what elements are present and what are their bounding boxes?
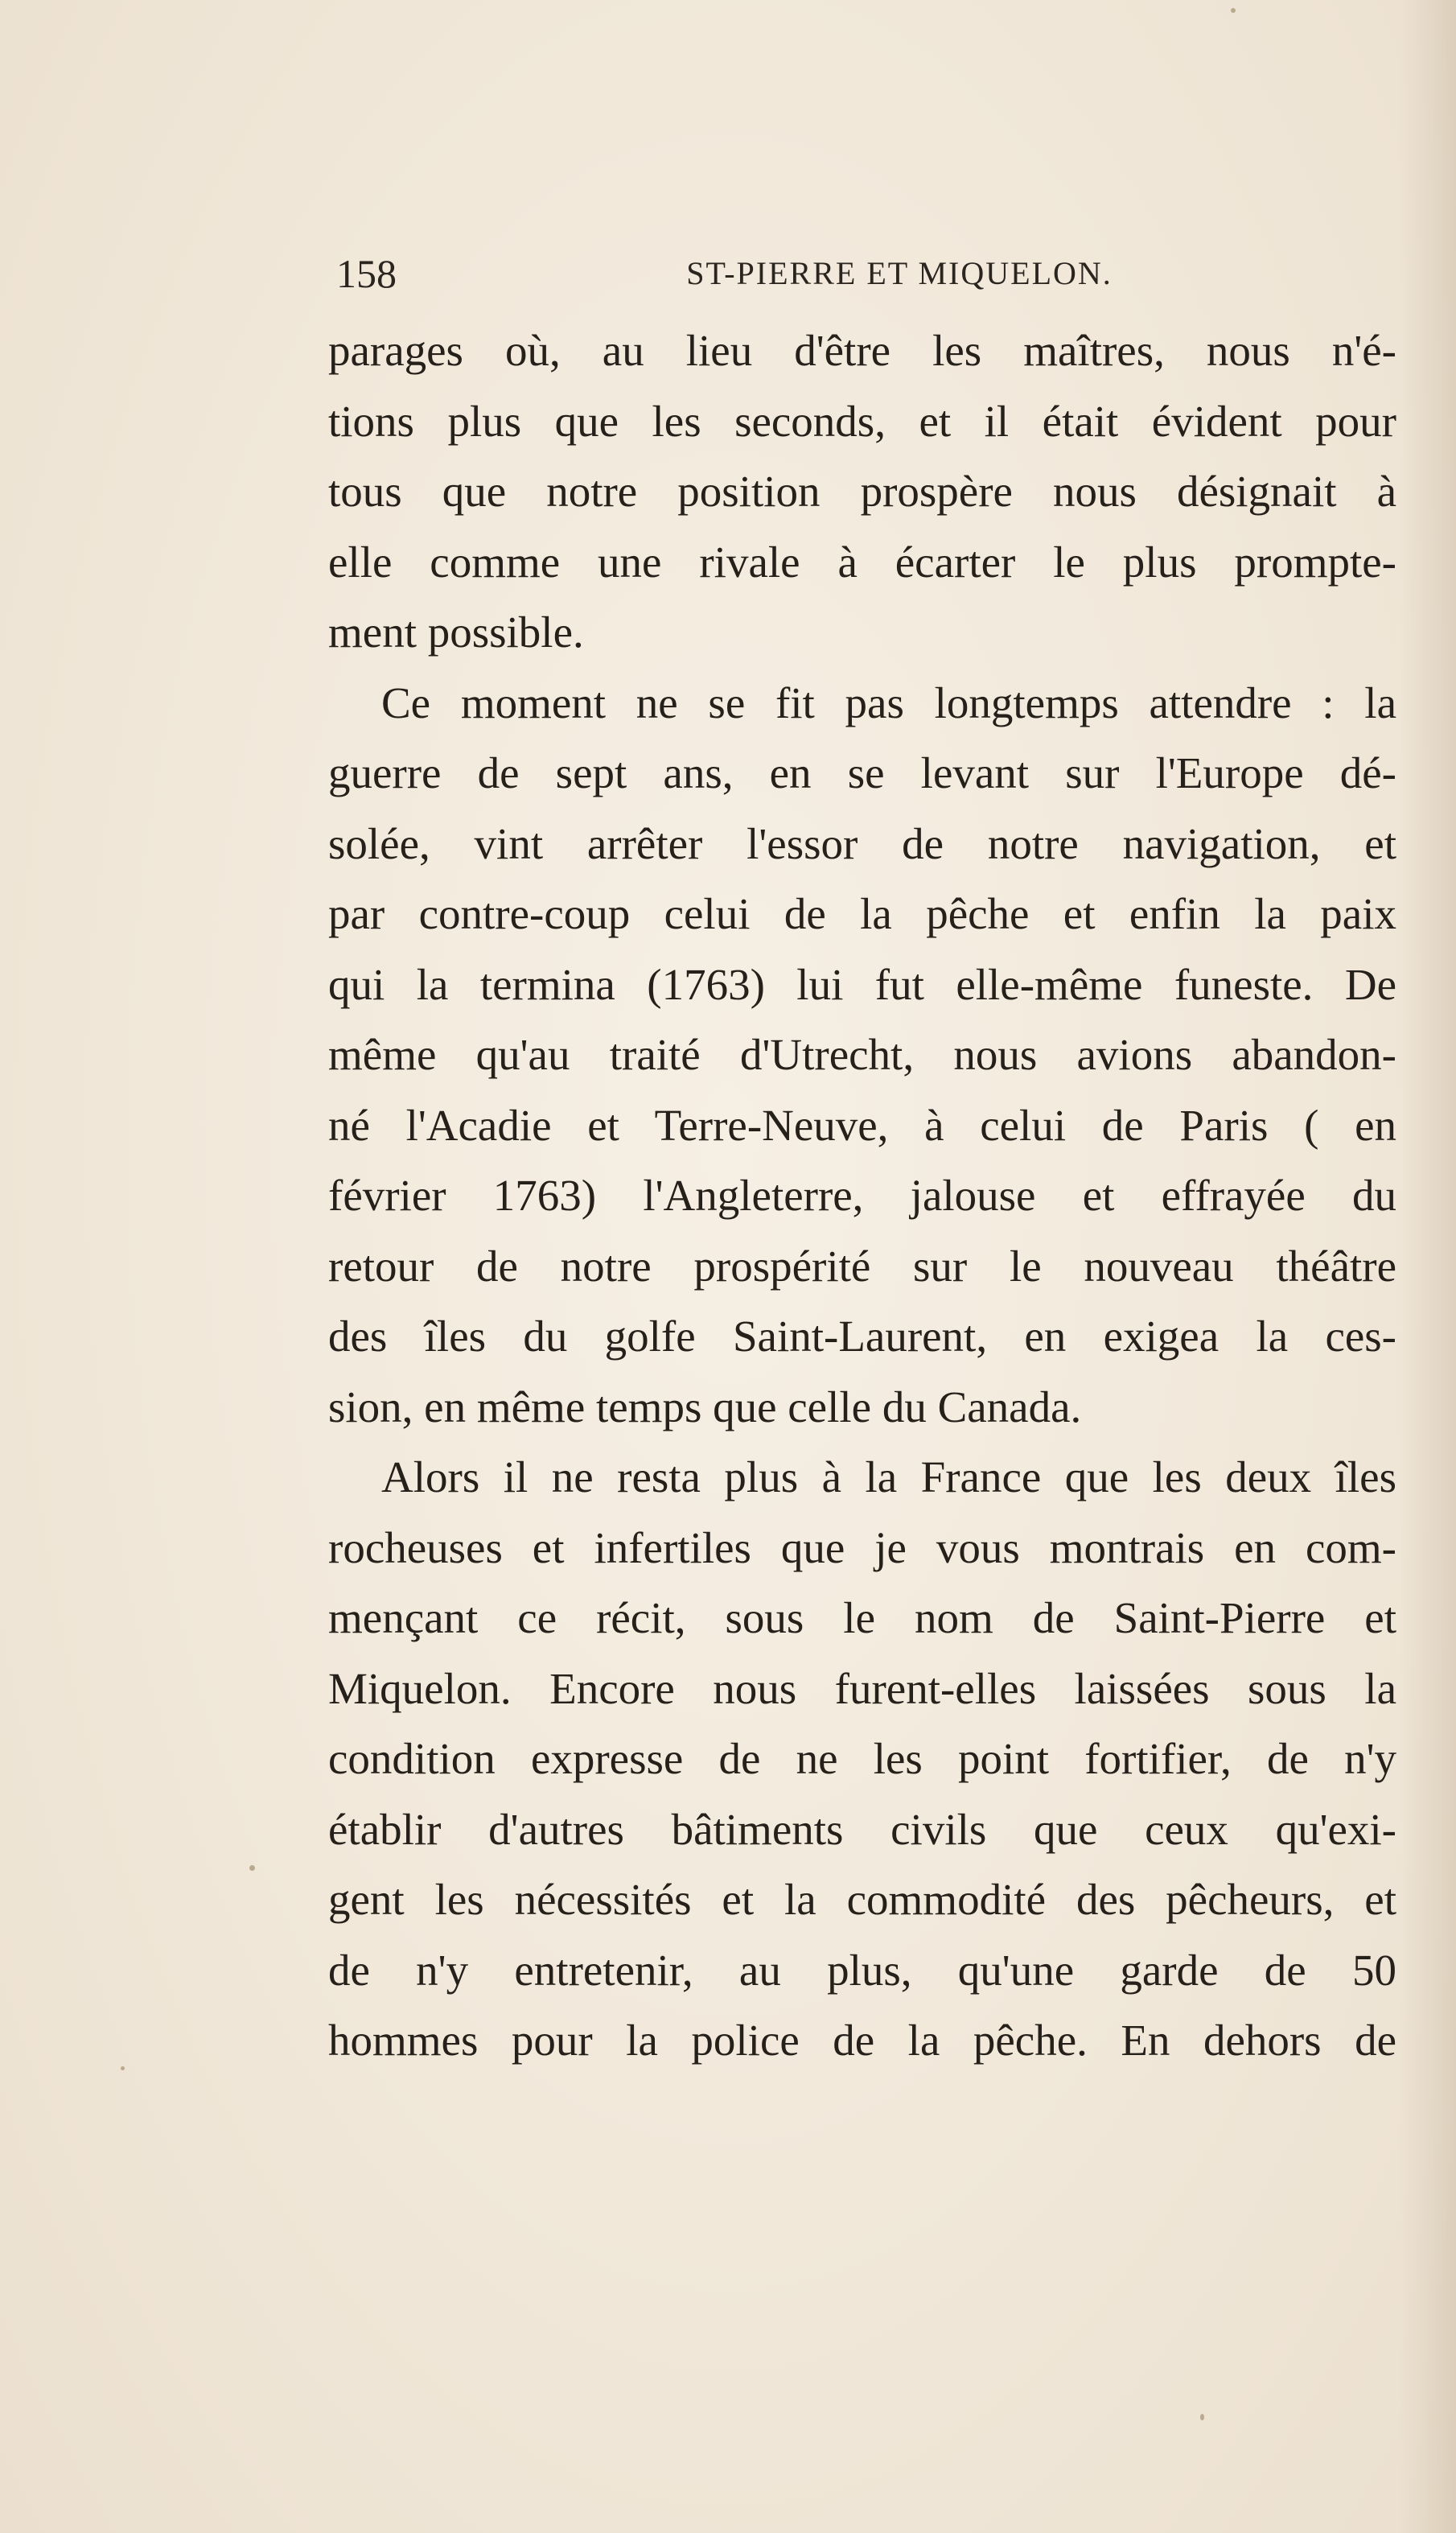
text-line: qui la termina (1763) lui fut elle-même funeste. De [328, 959, 1396, 1009]
text-line: condition expresse de ne les point fortifier, de n'y [328, 1734, 1396, 1783]
text-line: des îles du golfe Saint-Laurent, en exigea la ces- [328, 1312, 1396, 1361]
text-line: Miquelon. Encore nous furent-elles laissées sous la [328, 1663, 1396, 1713]
running-title: ST-PIERRE ET MIQUELON. [686, 255, 1113, 291]
text-line: hommes pour la police de la pêche. En dehors de [328, 2016, 1396, 2065]
text-line: guerre de sept ans, en se levant sur l'Europe dé- [328, 748, 1396, 797]
text-line: mençant ce récit, sous le nom de Saint-Pierre et [328, 1593, 1396, 1642]
text-line: Ce moment ne se fit pas longtemps attendre : la [381, 678, 1396, 727]
text-line: rocheuses et infertiles que je vous montrais en com- [328, 1522, 1396, 1572]
page-gutter-shadow [1400, 0, 1456, 2533]
text-line: établir d'autres bâtiments civils que ceux qu'exi- [328, 1804, 1396, 1854]
text-line: sion, en même temps que celle du Canada. [328, 1382, 1082, 1431]
text-line: elle comme une rivale à écarter le plus prompte- [328, 537, 1396, 587]
page-number: 158 [336, 251, 397, 296]
text-line: de n'y entretenir, au plus, qu'une garde de 50 [328, 1945, 1396, 1995]
text-line: retour de notre prospérité sur le nouveau théâtre [328, 1241, 1396, 1291]
text-line: parages où, au lieu d'être les maîtres, nous n'é- [328, 326, 1396, 375]
paper-speck [1231, 8, 1236, 13]
paper-speck [249, 1865, 255, 1871]
text-line: même qu'au traité d'Utrecht, nous avions abandon- [328, 1030, 1396, 1079]
paper-speck [121, 2066, 125, 2070]
page-header [336, 241, 1390, 306]
text-line: solée, vint arrêter l'essor de notre navigation, et [328, 818, 1396, 868]
text-line: tous que notre position prospère nous désignait à [328, 467, 1396, 516]
body-text [328, 315, 1396, 2076]
text-line: gent les nécessités et la commodité des pêcheurs, et [328, 1875, 1396, 1924]
text-line: par contre-coup celui de la pêche et enfin la paix [328, 889, 1396, 938]
paper-speck [1200, 2414, 1204, 2420]
text-line: ment possible. [328, 608, 584, 657]
text-line: février 1763) l'Angleterre, jalouse et effrayée du [328, 1171, 1396, 1220]
text-line: né l'Acadie et Terre-Neuve, à celui de Paris ( en [328, 1100, 1396, 1150]
text-line: Alors il ne resta plus à la France que les deux îles [381, 1452, 1396, 1501]
text-line: tions plus que les seconds, et il était évident pour [328, 396, 1396, 446]
